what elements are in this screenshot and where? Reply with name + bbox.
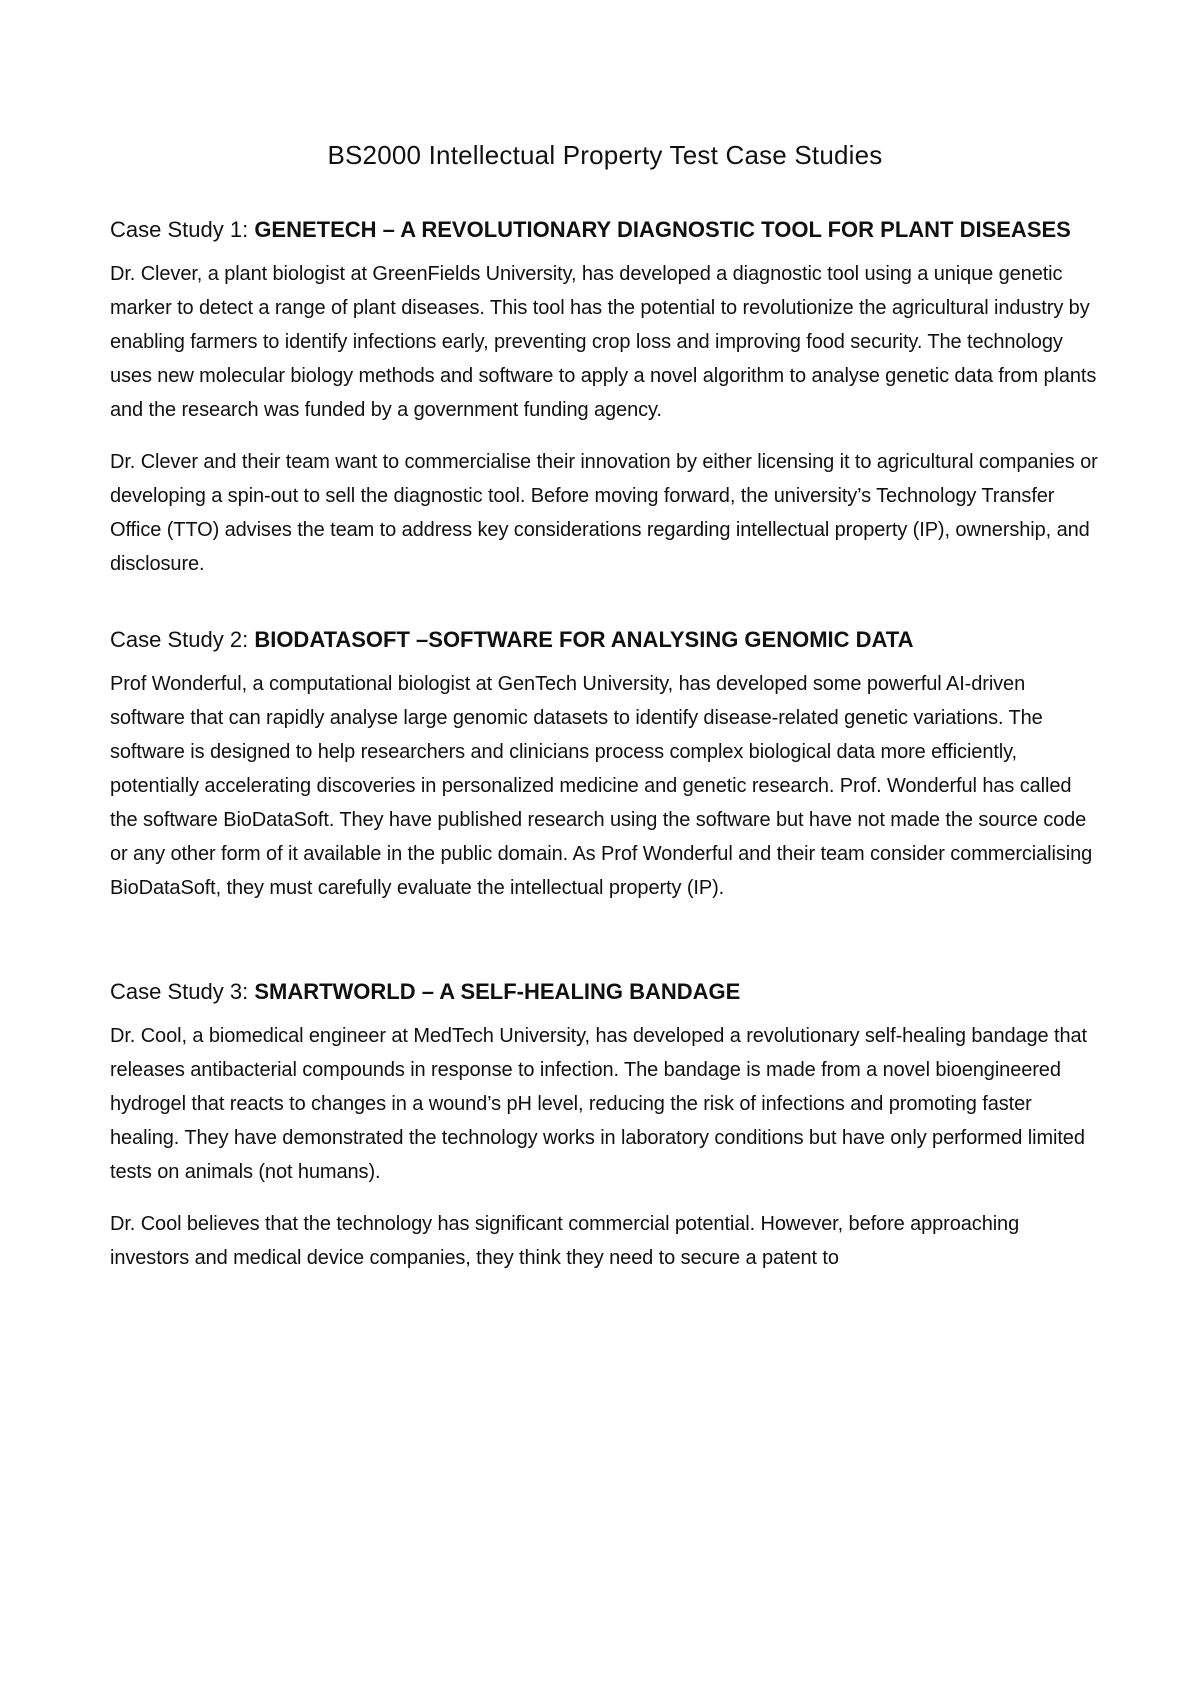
document-title: BS2000 Intellectual Property Test Case Studies <box>327 140 883 170</box>
case-study-1-prefix: Case Study 1: <box>110 217 255 242</box>
case-study-3-prefix: Case Study 3: <box>110 979 255 1004</box>
case-study-3-paragraph-1: Dr. Cool, a biomedical engineer at MedTech University, has developed a revolutionary self-healing bandage that releases antibacterial compounds in response to infection. The bandage is made from a novel bioengineered hydrogel that reacts to changes in a wound’s pH level, reducing the risk of infections and promoting faster healing. They have demonstrated the technology works in laboratory conditions but have only performed limited tests on animals (not humans). <box>110 1025 1087 1183</box>
case-study-1-heading <box>110 213 1100 247</box>
case-study-2-prefix: Case Study 2: <box>110 627 255 652</box>
case-study-2-title: BIODATASOFT –SOFTWARE FOR ANALYSING GENOMIC DATA <box>254 627 914 652</box>
case-study-1-title: GENETECH – A REVOLUTIONARY DIAGNOSTIC TOOL FOR PLANT DISEASES <box>254 217 1071 242</box>
case-study-3 <box>110 975 1100 1275</box>
section-spacer <box>110 599 1100 623</box>
case-study-1-paragraph-2: Dr. Clever and their team want to commercialise their innovation by either licensing it to agricultural companies or developing a spin-out to sell the diagnostic tool. Before moving forward, the university’s Technology Transfer Office (TTO) advises the team to address key considerations regarding intellectual property (IP), ownership, and disclosure. <box>110 451 1098 575</box>
case-study-2 <box>110 623 1100 905</box>
case-study-2-heading <box>110 623 1100 657</box>
case-study-3-heading <box>110 975 1100 1009</box>
document-page <box>110 140 1100 1293</box>
section-spacer <box>110 923 1100 975</box>
case-study-3-paragraph-2: Dr. Cool believes that the technology has significant commercial potential. However, before approaching investors and medical device companies, they think they need to secure a patent to <box>110 1213 1020 1269</box>
case-study-3-title: SMARTWORLD – A SELF-HEALING BANDAGE <box>254 979 741 1004</box>
case-study-2-paragraph-1: Prof Wonderful, a computational biologist at GenTech University, has developed some powerful AI-driven software that can rapidly analyse large genomic datasets to identify disease-related genetic variations. The software is designed to help researchers and clinicians process complex biological data more efficiently, potentially accelerating discoveries in personalized medicine and genetic research. Prof. Wonderful has called the software BioDataSoft. They have published research using the software but have not made the source code or any other form of it available in the public domain. As Prof Wonderful and their team consider commercialising BioDataSoft, they must carefully evaluate the intellectual property (IP). <box>110 673 1093 899</box>
case-study-1 <box>110 213 1100 581</box>
case-study-1-paragraph-1: Dr. Clever, a plant biologist at GreenFields University, has developed a diagnostic tool using a unique genetic marker to detect a range of plant diseases. This tool has the potential to revolutionize the agricultural industry by enabling farmers to identify infections early, preventing crop loss and improving food security. The technology uses new molecular biology methods and software to apply a novel algorithm to analyse genetic data from plants and the research was funded by a government funding agency. <box>110 263 1097 421</box>
